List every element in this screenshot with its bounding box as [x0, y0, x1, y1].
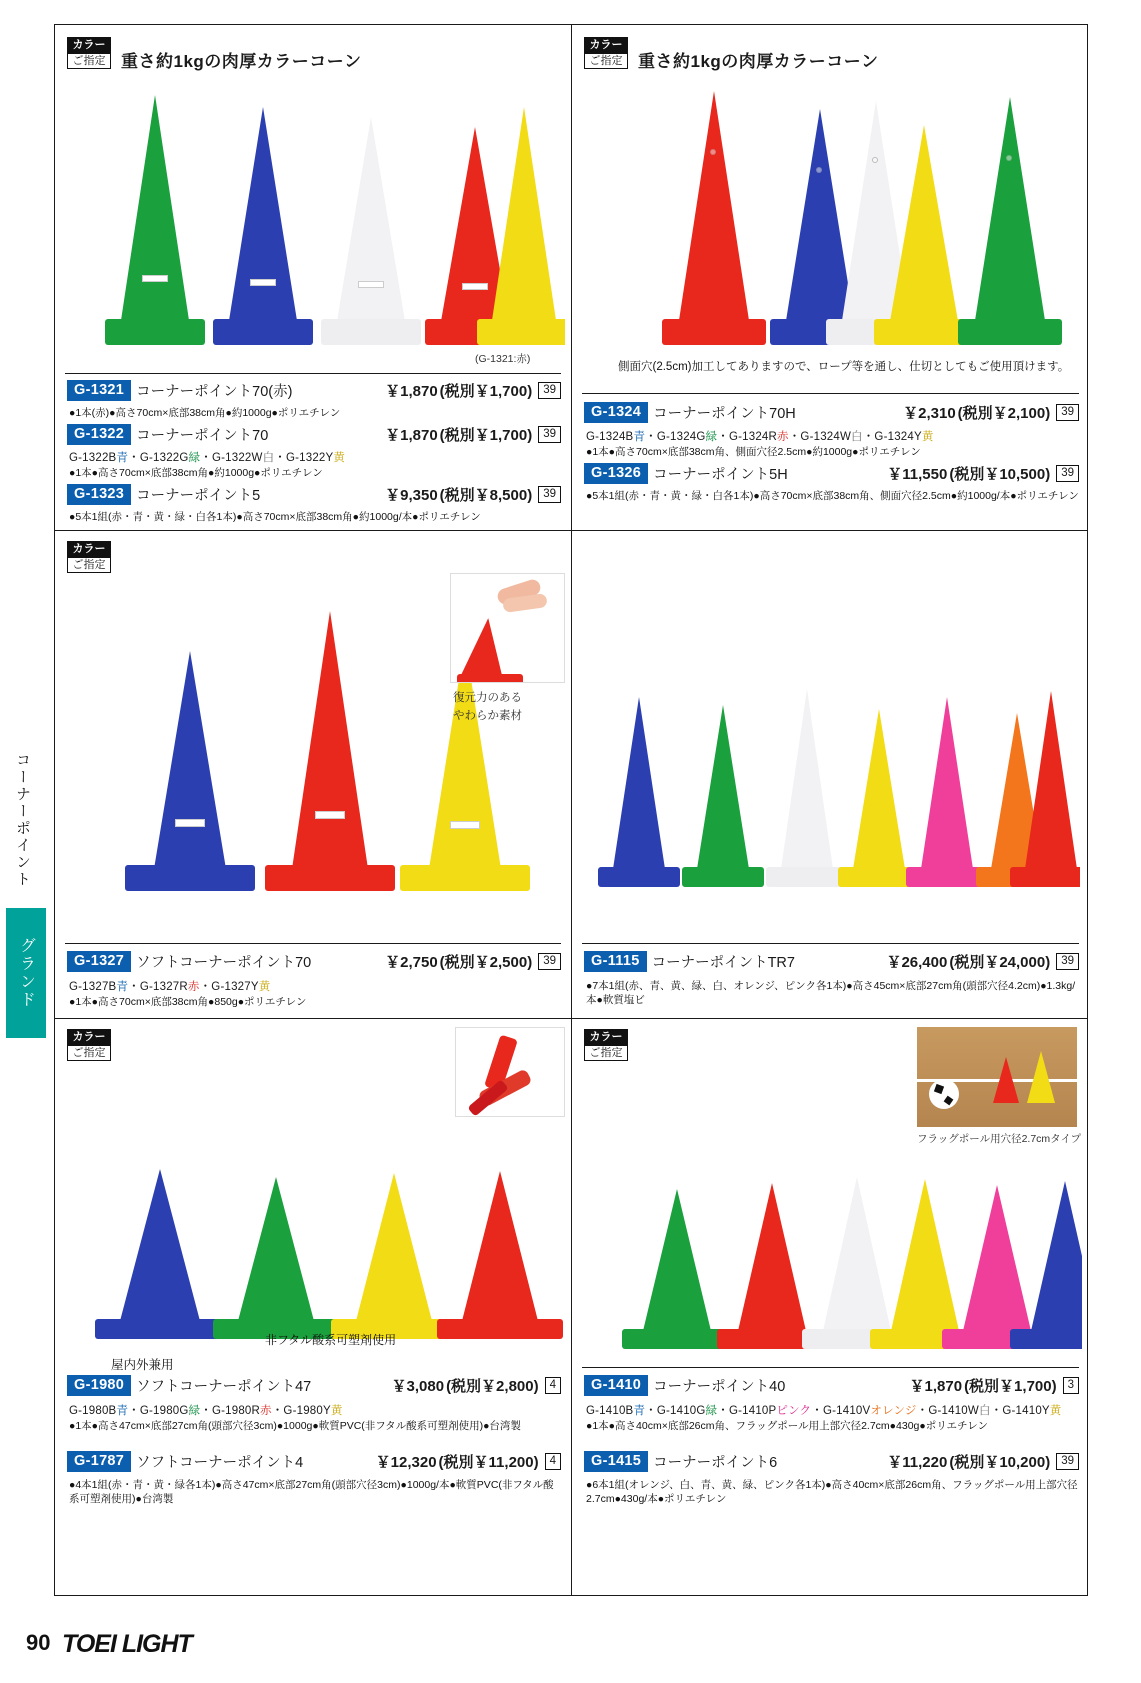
indoor-outdoor-note: 屋内外兼用	[111, 1358, 174, 1372]
product-row	[584, 463, 1079, 484]
rule	[65, 373, 561, 374]
product-variants: G-1322B青・G-1322G緑・G-1322W白・G-1322Y黄	[69, 452, 346, 464]
cell-top-left	[55, 25, 571, 530]
cone-white	[766, 689, 848, 887]
product-name: コーナーポイント70(赤)	[136, 384, 293, 400]
spine	[0, 740, 54, 1038]
color-spec-badge	[584, 37, 628, 69]
product-price-tax: (税別￥2,100)	[957, 405, 1051, 422]
badge-line-2: ご指定	[584, 1045, 628, 1061]
content-grid	[54, 24, 1088, 1596]
page-number: 90	[26, 1630, 51, 1655]
product-spec: ●7本1組(赤、青、黄、緑、白、オレンジ、ピンク各1本)●高さ45cm×底部27cm角(頭部穴径4.2cm)●1.3kg/本●軟質塩ビ	[586, 980, 1076, 1006]
product-price-tax: (税別￥1,700)	[439, 427, 533, 444]
cell-middle-left	[55, 531, 571, 1018]
product-name: コーナーポイント70	[136, 428, 269, 444]
product-spec: ●1本●高さ70cm×底部38cm角●850g●ポリエチレン	[69, 996, 307, 1008]
product-page-ref: 4	[545, 1377, 561, 1394]
inset-caption-line-1: 復元力のある	[453, 692, 522, 704]
cell-top-right	[572, 25, 1089, 530]
product-code[interactable]: G-1115	[584, 951, 647, 972]
product-row	[67, 1375, 561, 1396]
badge-line-2: ご指定	[67, 1045, 111, 1061]
cone-blue	[1010, 1181, 1082, 1349]
product-code[interactable]: G-1326	[584, 463, 648, 484]
product-price-tax: (税別￥1,700)	[964, 1378, 1057, 1395]
product-row	[67, 951, 561, 972]
color-spec-badge	[67, 37, 111, 69]
product-name: ソフトコーナーポイント47	[136, 1379, 312, 1395]
rule	[582, 393, 1079, 394]
cone-green	[958, 97, 1062, 345]
product-spec: ●1本●高さ70cm×底部38cm角、側面穴径2.5cm●約1000g●ポリエチレン	[586, 446, 921, 458]
spine-tab	[6, 908, 46, 1038]
product-spec: ●5本1組(赤・青・黄・緑・白各1本)●高さ70cm×底部38cm角●約1000g/本●ポリエチレン	[69, 511, 481, 523]
product-variants: G-1327B青・G-1327R赤・G-1327Y黄	[69, 981, 271, 993]
product-page-ref: 39	[538, 953, 561, 970]
brand-logo-text: TOEI LIGHT	[62, 1630, 192, 1658]
spine-label: コーナーポイント	[14, 752, 31, 888]
cone-blue	[213, 107, 313, 345]
product-spec: ●1本●高さ40cm×底部26cm角、フラッグポール用上部穴径2.7cm●430g●ポリエチレン	[586, 1420, 989, 1432]
product-name: コーナーポイントTR7	[651, 955, 795, 971]
product-page-ref: 39	[1056, 465, 1079, 482]
section-note: 側面穴(2.5cm)加工してありますので、ロープ等を通し、仕切としてもご使用頂けます。	[618, 361, 1070, 373]
product-spec: ●5本1組(赤・青・黄・緑・白各1本)●高さ70cm×底部38cm角、側面穴径2.5cm●約1000g/本●ポリエチレン	[586, 490, 1079, 502]
product-code[interactable]: G-1787	[67, 1451, 131, 1472]
badge-line-1: カラー	[584, 37, 628, 53]
cell-bottom-left	[55, 1019, 571, 1597]
product-page-ref: 39	[1056, 1453, 1079, 1470]
product-page-ref: 4	[545, 1453, 561, 1470]
product-price: ￥11,550	[887, 466, 948, 483]
cone-green	[105, 95, 205, 345]
product-variants: G-1980B青・G-1980G緑・G-1980R赤・G-1980Y黄	[69, 1405, 343, 1417]
product-page-ref: 39	[538, 486, 561, 503]
product-row	[584, 951, 1079, 972]
product-price-tax: (税別￥24,000)	[949, 954, 1051, 971]
product-photo-group	[590, 661, 1080, 891]
product-name: コーナーポイント5	[136, 488, 261, 504]
product-page-ref: 39	[1056, 953, 1079, 970]
badge-line-1: カラー	[67, 541, 111, 557]
product-spec: ●1本(赤)●高さ70cm×底部38cm角●約1000g●ポリエチレン	[69, 407, 341, 419]
product-price: ￥2,750	[385, 954, 438, 971]
product-price: ￥12,320	[375, 1454, 437, 1471]
product-code[interactable]: G-1980	[67, 1375, 131, 1396]
badge-line-1: カラー	[584, 1029, 628, 1045]
product-price: ￥2,310	[903, 405, 956, 422]
cone-blue	[95, 1169, 225, 1339]
product-name: コーナーポイント40	[653, 1379, 786, 1395]
product-row	[67, 424, 561, 445]
soft-cone-bend-inset	[455, 1027, 565, 1117]
cone-yellow	[477, 107, 565, 345]
product-row	[67, 1451, 561, 1472]
color-spec-badge	[67, 541, 111, 573]
product-row	[67, 484, 561, 505]
color-spec-badge	[67, 1029, 111, 1061]
badge-line-2: ご指定	[67, 557, 111, 573]
product-name: コーナーポイント6	[653, 1455, 778, 1471]
product-spec: ●4本1組(赤・青・黄・緑各1本)●高さ47cm×底部27cm角(頭部穴径3cm)●1000g/本●軟質PVC(非フタル酸系可塑剤使用)●台湾製	[69, 1479, 554, 1505]
product-photo-group	[602, 83, 1082, 353]
product-price: ￥1,870	[385, 383, 438, 400]
product-spec: ●1本●高さ47cm×底部27cm角(頭部穴径3cm)●1000g●軟質PVC(非フタル酸系可塑剤使用)●台湾製	[69, 1420, 521, 1432]
cone-red	[1010, 691, 1080, 887]
spine-tab-label: グランド	[17, 937, 35, 1009]
product-code[interactable]: G-1415	[584, 1451, 648, 1472]
cone-green	[622, 1189, 732, 1349]
product-name: ソフトコーナーポイント70	[136, 955, 312, 971]
product-row	[584, 1375, 1079, 1396]
cell-bottom-right	[572, 1019, 1089, 1597]
product-code[interactable]: G-1327	[67, 951, 131, 972]
product-code[interactable]: G-1322	[67, 424, 131, 445]
product-photo-group	[612, 1159, 1082, 1349]
product-row	[67, 380, 561, 401]
section-title: 重さ約1kgの肉厚カラーコーン	[638, 52, 879, 71]
product-price-tax: (税別￥1,700)	[439, 383, 533, 400]
product-spec: ●6本1組(オレンジ、白、青、黄、緑、ピンク各1本)●高さ40cm×底部26cm角、フラッグポール用上部穴径2.7cm●430g/本●ポリエチレン	[586, 1479, 1078, 1505]
product-row	[584, 402, 1079, 423]
rule	[65, 943, 561, 944]
field-photo	[917, 1027, 1077, 1127]
product-name: コーナーポイント70H	[653, 406, 796, 422]
product-variants: G-1410B青・G-1410G緑・G-1410Pピンク・G-1410Vオレンジ・G-1410W白・G-1410Y黄	[586, 1405, 1062, 1417]
product-page-ref: 39	[538, 426, 561, 443]
product-photo-group	[95, 85, 565, 350]
badge-line-1: カラー	[67, 37, 111, 53]
rule	[582, 1367, 1079, 1368]
product-price: ￥3,080	[391, 1378, 445, 1395]
cone-blue	[598, 697, 680, 887]
product-variants: G-1324B青・G-1324G緑・G-1324R赤・G-1324W白・G-1324Y黄	[586, 431, 934, 443]
product-page-ref: 39	[1056, 404, 1079, 421]
cone-green	[682, 705, 764, 887]
badge-line-2: ご指定	[584, 53, 628, 69]
plasticizer-note: 非フタル酸系可塑剤使用	[265, 1333, 397, 1347]
product-code[interactable]: G-1324	[584, 402, 648, 423]
product-price-tax: (税別￥2,500)	[439, 954, 533, 971]
section-title: 重さ約1kgの肉厚カラーコーン	[121, 52, 362, 71]
cone-blue	[125, 651, 255, 891]
cone-white	[321, 117, 421, 345]
rule	[582, 943, 1079, 944]
inset-caption-line-2: やわらか素材	[453, 710, 522, 722]
product-photo-group	[85, 1149, 565, 1339]
cone-red	[265, 611, 395, 891]
product-name: コーナーポイント5H	[653, 467, 788, 483]
cone-red	[437, 1171, 563, 1339]
product-name: ソフトコーナーポイント4	[136, 1455, 304, 1471]
product-price: ￥1,870	[909, 1378, 963, 1395]
product-price: ￥11,220	[887, 1454, 948, 1471]
product-price: ￥9,350	[385, 487, 438, 504]
product-price-tax: (税別￥2,800)	[446, 1378, 539, 1395]
product-code[interactable]: G-1323	[67, 484, 131, 505]
product-page-ref: 39	[538, 382, 561, 399]
product-price-tax: (税別￥10,500)	[949, 466, 1051, 483]
cone-green	[213, 1177, 339, 1339]
product-spec: ●1本●高さ70cm×底部38cm角●約1000g●ポリエチレン	[69, 467, 323, 479]
soft-cone-inset-photo	[450, 573, 565, 683]
product-code[interactable]: G-1321	[67, 380, 131, 401]
product-price-tax: (税別￥10,200)	[949, 1454, 1051, 1471]
product-page-ref: 3	[1063, 1377, 1079, 1394]
product-code[interactable]: G-1410	[584, 1375, 648, 1396]
brand-logo	[62, 1630, 192, 1659]
field-photo-caption: フラッグポール用穴径2.7cmタイプ	[917, 1133, 1082, 1145]
product-price: ￥1,870	[385, 427, 438, 444]
cone-red	[662, 91, 766, 345]
product-price-tax: (税別￥8,500)	[439, 487, 533, 504]
badge-line-1: カラー	[67, 1029, 111, 1045]
color-spec-badge	[584, 1029, 628, 1061]
cell-middle-right	[572, 531, 1089, 1018]
badge-line-2: ご指定	[67, 53, 111, 69]
product-price: ￥26,400	[886, 954, 948, 971]
product-row	[584, 1451, 1079, 1472]
product-price-tax: (税別￥11,200)	[438, 1454, 539, 1471]
photo-caption: (G-1321:赤)	[475, 353, 531, 365]
